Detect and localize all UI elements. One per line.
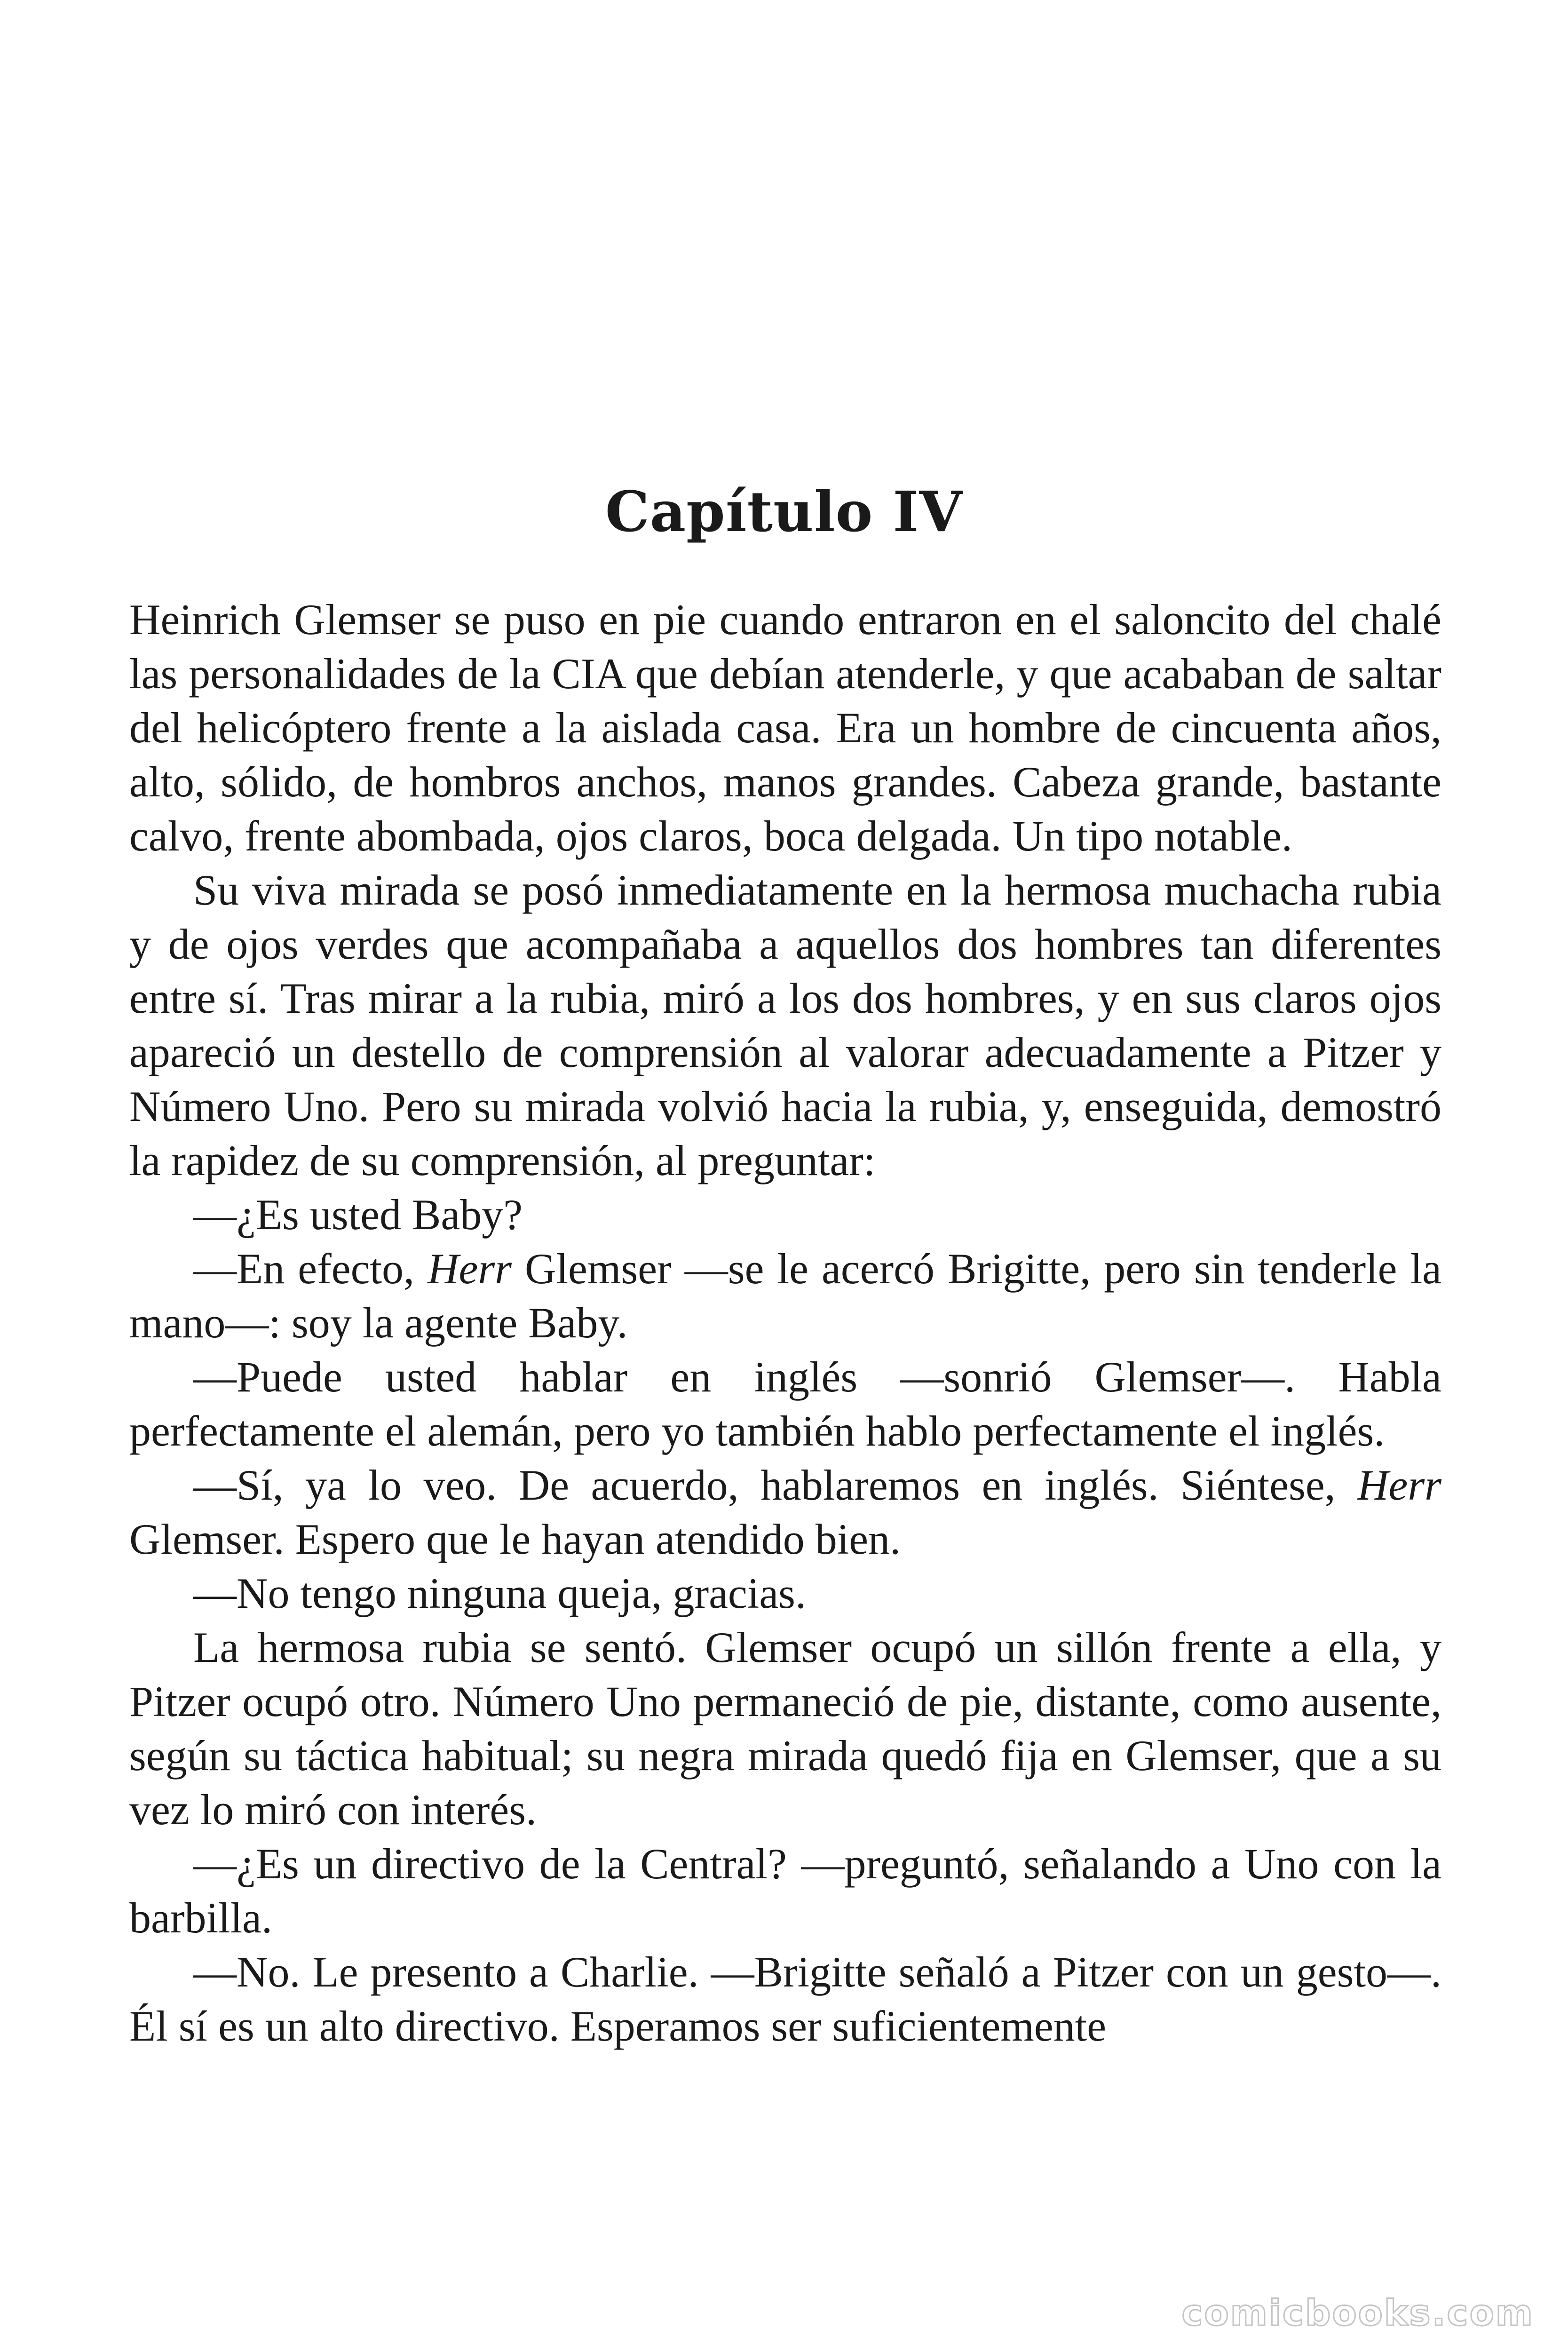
paragraph: La hermosa rubia se sentó. Glemser ocupó un sillón frente a ella, y Pitzer ocupó otro. Número Uno permaneció de pie, distante, como ausente, según su táctica habitual; su negra mirada quedó fija en Glemser, que a su vez lo miró con interés. — [129, 1623, 1441, 1834]
paragraph: Su viva mirada se posó inmediatamente en la hermosa muchacha rubia y de ojos verdes que acompañaba a aquellos dos hombres tan diferentes entre sí. Tras mirar a la rubia, miró a los dos hombres, y en sus claros ojos apareció un destello de comprensión al valorar adecuadamente a Pitzer y Número Uno. Pero su mirada volvió hacia la rubia, y, enseguida, demostró la rapidez de su comprensión, al preguntar: — [129, 866, 1441, 1184]
italic-word: Herr — [1357, 1461, 1441, 1509]
watermark: comicbooks.com — [1181, 2292, 1534, 2334]
dialogue-paragraph: —¿Es un directivo de la Central? —preguntó, señalando a Uno con la barbilla. — [129, 1840, 1441, 1942]
dialogue-paragraph: —Puede usted hablar en inglés —sonrió Glemser—. Habla perfectamente el alemán, pero yo también hablo perfectamente el inglés. — [129, 1353, 1441, 1455]
italic-word: Herr — [428, 1245, 512, 1293]
dialogue-paragraph: —¿Es usted Baby? — [193, 1191, 523, 1239]
dialogue-text: —En efecto, — [193, 1245, 428, 1293]
chapter-title: Capítulo IV — [605, 479, 963, 545]
dialogue-paragraph: —No. Le presento a Charlie. —Brigitte señaló a Pitzer con un gesto—. Él sí es un alto directivo. Esperamos ser suficientemente — [129, 1948, 1441, 2050]
chapter-body — [129, 593, 1441, 2053]
dialogue-text: Glemser. Espero que le hayan atendido bien. — [129, 1515, 901, 1563]
dialogue-paragraph — [129, 1458, 1441, 1566]
paragraph: Heinrich Glemser se puso en pie cuando entraron en el saloncito del chalé las personalidades de la CIA que debían atenderle, y que acababan de saltar del helicóptero frente a la aislada casa. Era un hombre de cincuenta años, alto, sólido, de hombros anchos, manos grandes. Cabeza grande, bastante calvo, frente abombada, ojos claros, boca delgada. Un tipo notable. — [129, 596, 1441, 860]
dialogue-text: —Sí, ya lo veo. De acuerdo, hablaremos en inglés. Siéntese, — [193, 1461, 1358, 1509]
dialogue-paragraph — [129, 1242, 1441, 1350]
dialogue-paragraph: —No tengo ninguna queja, gracias. — [193, 1569, 806, 1617]
dialogue-text: Glemser —se le acercó Brigitte, pero sin tenderle la mano—: soy la agente Baby. — [129, 1245, 1441, 1347]
